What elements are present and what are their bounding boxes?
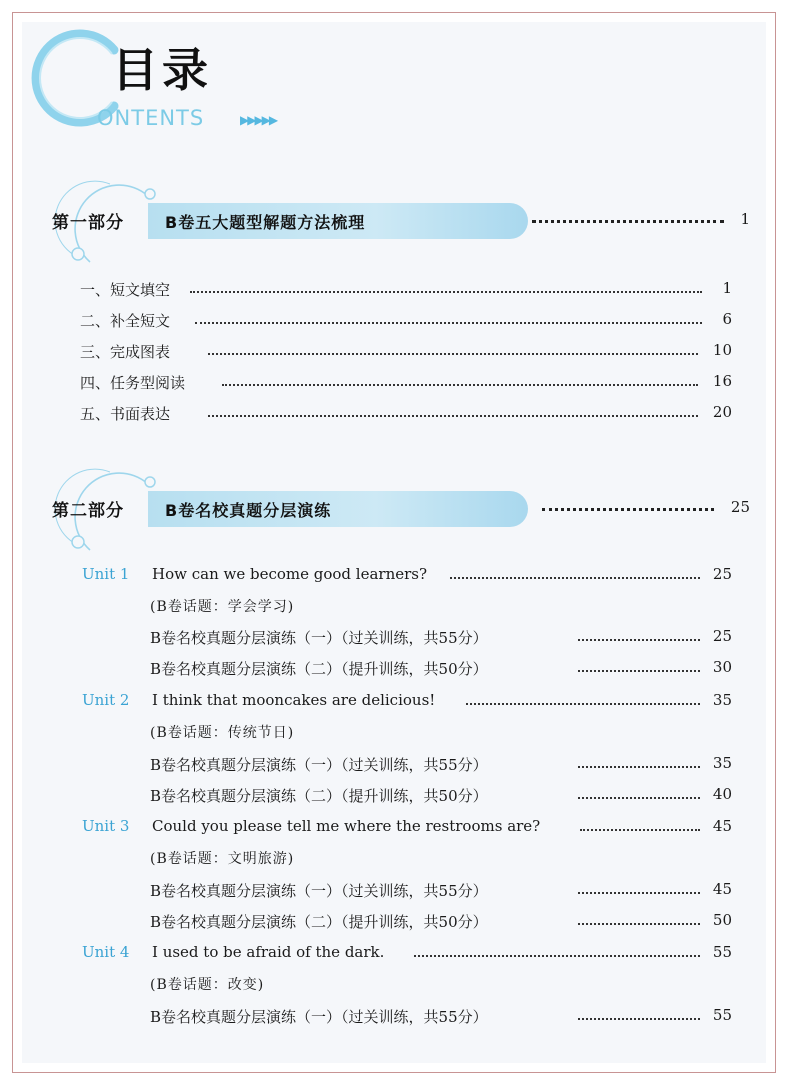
dot-leader bbox=[466, 703, 700, 705]
toc-row[interactable] bbox=[0, 627, 790, 651]
dot-leader bbox=[578, 1018, 700, 1020]
dot-leader bbox=[578, 670, 700, 672]
toc-page: 40 bbox=[712, 785, 732, 803]
toc-page: 35 bbox=[712, 691, 732, 709]
toc-row-topic bbox=[0, 974, 790, 998]
toc-label: B卷名校真题分层演练（一）（过关训练，共55分） bbox=[150, 756, 488, 774]
toc-row[interactable] bbox=[0, 341, 790, 365]
dot-leader bbox=[578, 797, 700, 799]
toc-row[interactable] bbox=[0, 403, 790, 427]
arrow-decoration-icon: ▶▶▶▶▶ bbox=[240, 113, 277, 127]
toc-label: 一、短文填空 bbox=[80, 281, 171, 299]
unit-topic: (B卷话题：学会学习) bbox=[150, 599, 295, 615]
dot-leader bbox=[222, 384, 698, 386]
toc-page: 6 bbox=[722, 310, 732, 328]
dot-leader bbox=[578, 923, 700, 925]
contents-word: ONTENTS bbox=[97, 106, 205, 130]
toc-page: 50 bbox=[712, 911, 732, 929]
dot-leader bbox=[450, 577, 700, 579]
dot-leader bbox=[578, 639, 700, 641]
part1-title: B卷五大题型解题方法梳理 bbox=[165, 213, 366, 232]
unit-label: Unit 1 bbox=[82, 565, 130, 583]
toc-page: 10 bbox=[712, 341, 732, 359]
part1-page: 1 bbox=[740, 210, 750, 228]
toc-row-topic bbox=[0, 596, 790, 620]
toc-page: 20 bbox=[712, 403, 732, 421]
part1-label: 第一部分 bbox=[52, 213, 124, 233]
toc-page: 30 bbox=[712, 658, 732, 676]
unit-topic: (B卷话题：改变) bbox=[150, 977, 265, 993]
toc-row[interactable] bbox=[0, 785, 790, 809]
toc-page: 55 bbox=[712, 943, 732, 961]
dot-leader bbox=[414, 955, 700, 957]
toc-page: 45 bbox=[712, 880, 732, 898]
dot-leader bbox=[542, 508, 714, 511]
toc-label: B卷名校真题分层演练（二）（提升训练，共50分） bbox=[150, 660, 488, 678]
dot-leader bbox=[578, 892, 700, 894]
part1-header[interactable] bbox=[30, 178, 750, 268]
toc-page: 25 bbox=[712, 627, 732, 645]
part2-title: B卷名校真题分层演练 bbox=[165, 501, 332, 520]
toc-row[interactable] bbox=[0, 658, 790, 682]
toc-label: 五、书面表达 bbox=[80, 405, 171, 423]
toc-row[interactable] bbox=[0, 754, 790, 778]
toc-label: 二、补全短文 bbox=[80, 312, 171, 330]
part2-header[interactable] bbox=[30, 466, 750, 556]
page-title: 目录 bbox=[112, 43, 212, 97]
unit-title: I used to be afraid of the dark. bbox=[152, 943, 385, 961]
toc-label: B卷名校真题分层演练（一）（过关训练，共55分） bbox=[150, 1008, 488, 1026]
unit-title: How can we become good learners? bbox=[152, 565, 428, 583]
toc-label: B卷名校真题分层演练（二）（提升训练，共50分） bbox=[150, 787, 488, 805]
dot-leader bbox=[532, 220, 724, 223]
toc-page: 25 bbox=[712, 565, 732, 583]
unit-label: Unit 2 bbox=[82, 691, 130, 709]
toc-row[interactable] bbox=[0, 1006, 790, 1030]
toc-page: 35 bbox=[712, 754, 732, 772]
unit-topic: (B卷话题：传统节日) bbox=[150, 725, 295, 741]
toc-row-topic bbox=[0, 848, 790, 872]
dot-leader bbox=[195, 322, 702, 324]
part2-label: 第二部分 bbox=[52, 501, 124, 521]
unit-title: I think that mooncakes are delicious! bbox=[152, 691, 436, 709]
unit-label: Unit 4 bbox=[82, 943, 130, 961]
dot-leader bbox=[580, 829, 700, 831]
toc-row[interactable] bbox=[0, 372, 790, 396]
part2-page: 25 bbox=[730, 498, 750, 516]
toc-label: B卷名校真题分层演练（一）（过关训练，共55分） bbox=[150, 882, 488, 900]
toc-row[interactable] bbox=[0, 310, 790, 334]
toc-label: B卷名校真题分层演练（一）（过关训练，共55分） bbox=[150, 629, 488, 647]
dot-leader bbox=[208, 415, 698, 417]
toc-row-topic bbox=[0, 722, 790, 746]
unit-topic: (B卷话题：文明旅游) bbox=[150, 851, 295, 867]
toc-row[interactable] bbox=[0, 279, 790, 303]
dot-leader bbox=[190, 291, 702, 293]
dot-leader bbox=[578, 766, 700, 768]
toc-row-unit[interactable] bbox=[0, 943, 790, 967]
toc-row[interactable] bbox=[0, 880, 790, 904]
toc-row[interactable] bbox=[0, 911, 790, 935]
unit-title: Could you please tell me where the restrooms are? bbox=[152, 817, 541, 835]
toc-label: 四、任务型阅读 bbox=[80, 374, 186, 392]
dot-leader bbox=[208, 353, 698, 355]
toc-row-unit[interactable] bbox=[0, 691, 790, 715]
toc-page: 45 bbox=[712, 817, 732, 835]
toc-label: B卷名校真题分层演练（二）（提升训练，共50分） bbox=[150, 913, 488, 931]
toc-label: 三、完成图表 bbox=[80, 343, 171, 361]
toc-page: 55 bbox=[712, 1006, 732, 1024]
toc-row-unit[interactable] bbox=[0, 565, 790, 589]
toc-page: 16 bbox=[712, 372, 732, 390]
unit-label: Unit 3 bbox=[82, 817, 130, 835]
toc-row-unit[interactable] bbox=[0, 817, 790, 841]
toc-page: 1 bbox=[722, 279, 732, 297]
